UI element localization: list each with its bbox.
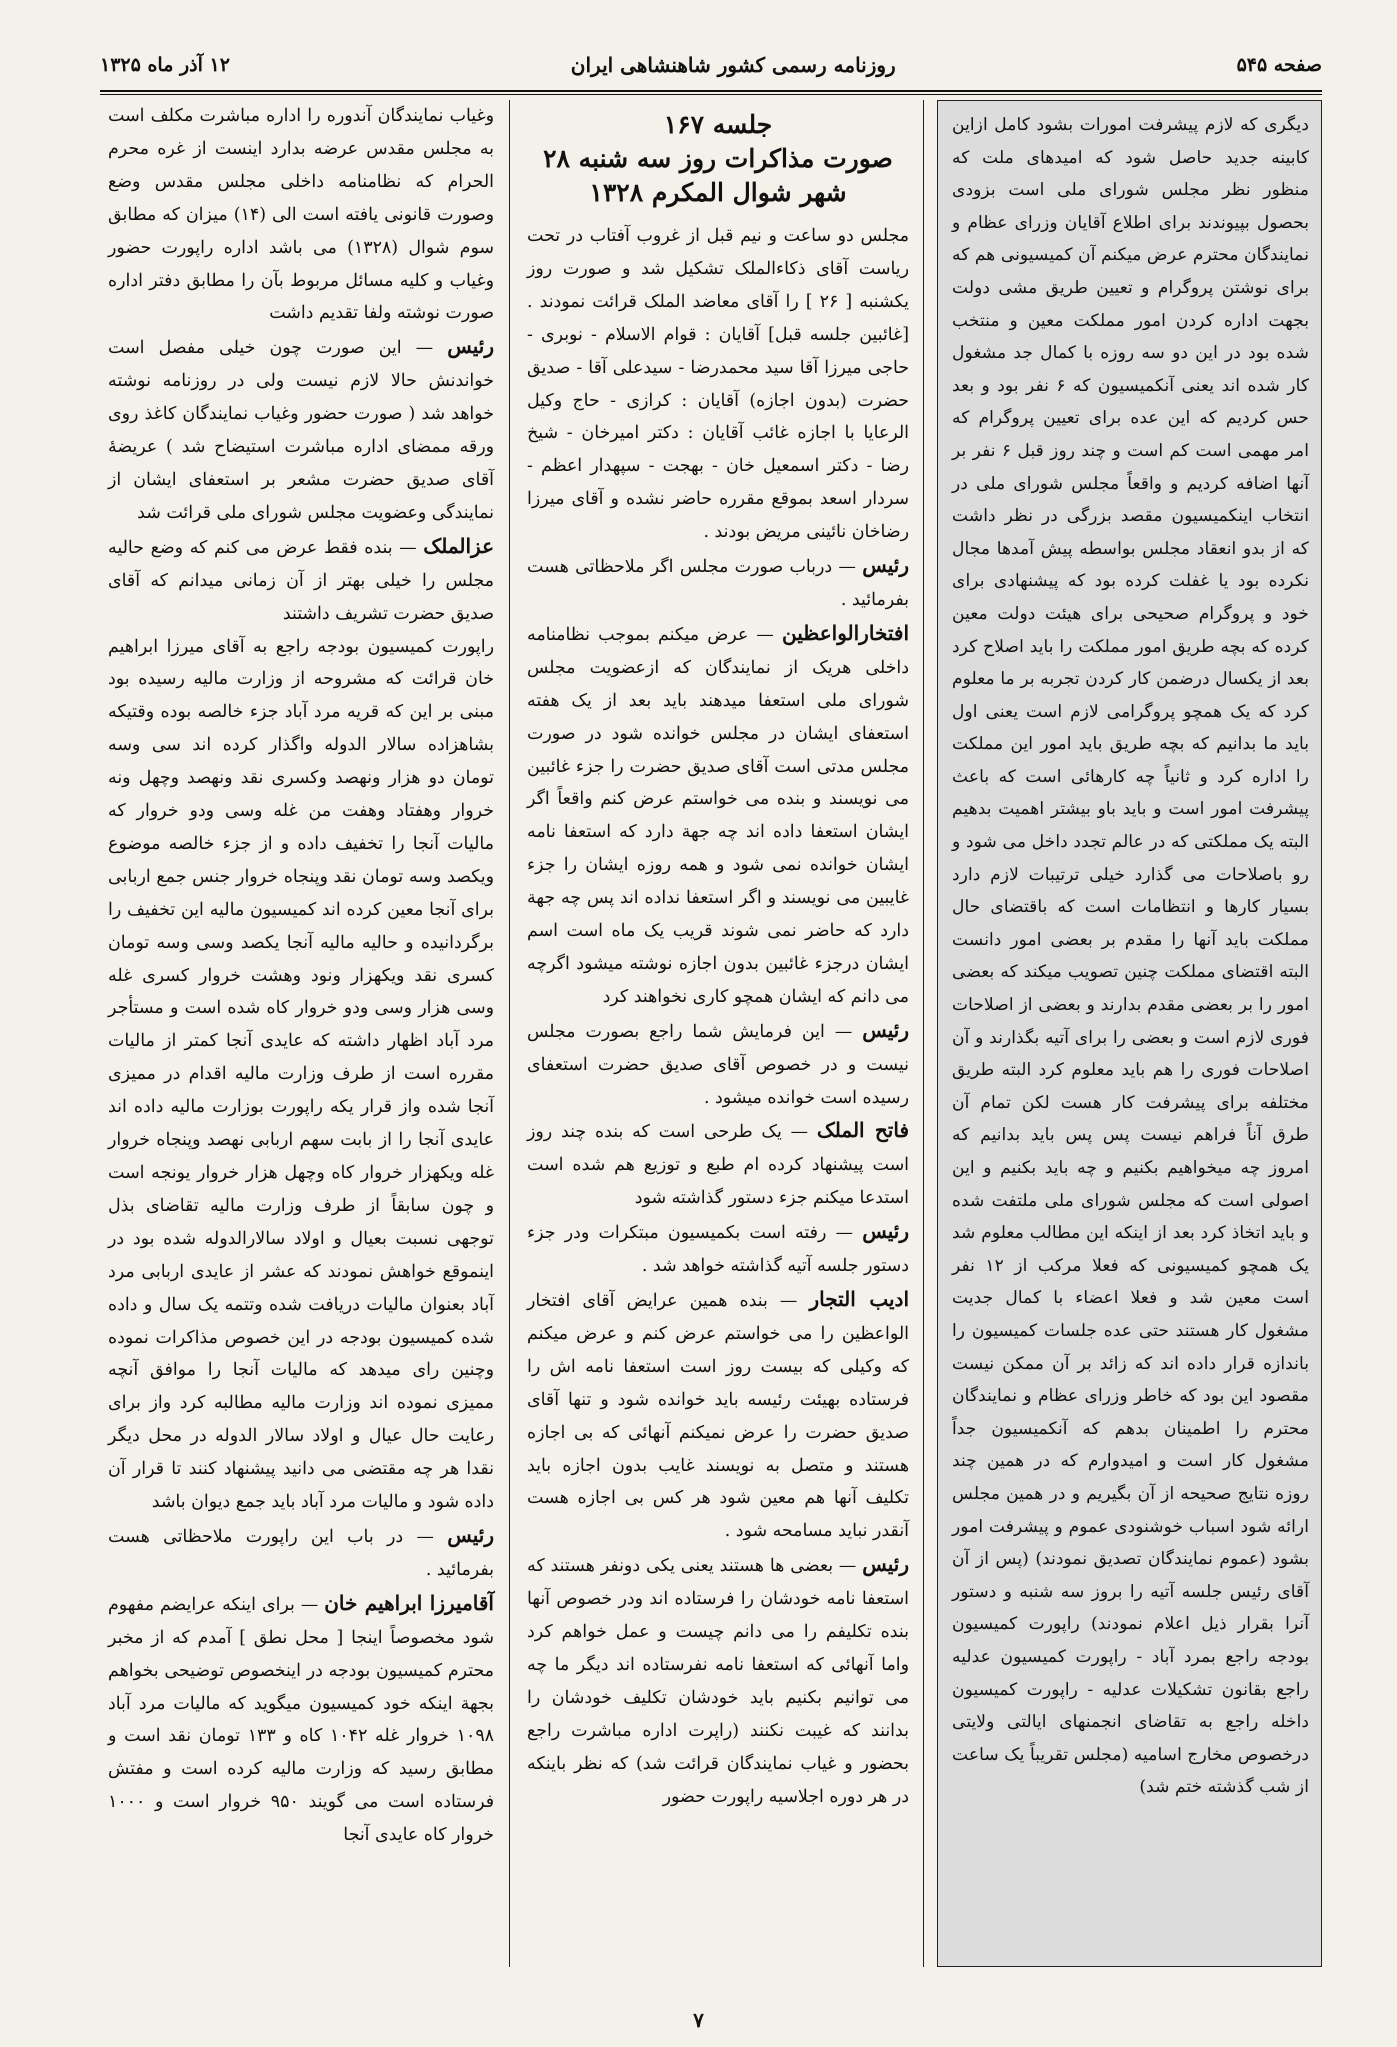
column-divider [923, 100, 924, 1967]
speech-text: — بعضی ها هستند یعنی یکی دونفر هستند که استعفا نامه خودشان را فرستاده اند ودر خصوص آنها بنده تکلیفم را می دانم چیست و عمل خواهم کرد واما آنهائی که استعفا نامه نفرستاده اند دیگر ما چه می توانیم بکنیم باید خودشان تکلیف خودشان را بدانند که غیبت نکنند (راپرت اداره مباشرت راجع بحضور و غیاب نمایندگان قرائت شد) که نظر باینکه در هر دوره اجلاسیه راپورت حضور [527, 1556, 909, 1807]
speech [108, 1519, 494, 1587]
speech-text: — عرض میکنم بموجب نظامنامه داخلی هریک از نمایندگان که ازعضویت مجلس شورای ملی استعفا میدهند باید بعد از یک هفته استعفای ایشان در مجلس خوانده شود در صورت مجلس مدتی است آقای صدیق حضرت را جزء غائبین می نویسند و بنده می خواستم عرض کنم واقعاً اگر ایشان استعفا داده اند چه جهة دارد که استعفا نامه ایشان خوانده نمی شود و همه روزه ایشان را جزء غایبین می نویسند و اگر استعفا نداده اند پس چه جهة دارد که حاضر نمی شوند قریب یک ماه است اسم ایشان درجزء غائبین بدون اجازه نوشته میشود اگرچه می دانم که ایشان همچو کاری نخواهند کرد [527, 624, 909, 1007]
speech-text: — برای اینکه عرایضم مفهوم شود مخصوصاً اینجا [ محل نطق ] آمدم که از مخبر محترم کمیسیون بودجه در اینخصوص توضیحی بخواهم بجهة اینکه خود کمیسیون میگوید که مالیات مرد آباد ۱۰۹۸ خروار غله ۱۰۴۲ کاه و ۱۳۳ تومان نقد است و مطابق رسید که وزارت مالیه کرده است و مفتش فرستاده است می گویند ۹۵۰ خروار است و ۱۰۰۰ خروار کاه عایدی آنجا [108, 1594, 495, 1846]
session-heading: صورت مذاکرات روز سه شنبه ۲۸ شهر شوال المکرم ۱۳۲۸ [543, 144, 893, 207]
speech-text: — این صورت چون خیلی مفصل است خواندنش حالا لازم نیست ولی در روزنامه نوشته خواهد شد ( صورت حضور وغیاب نمایندگان کاغذ روی ورقه ممضای اداره مباشرت استیضاح شد ) عریضهٔ آقای صدیق حضرت مشعر بر استعفای ایشان از نمایندگی وعضویت مجلس شورای ملی قرائت شد [108, 338, 494, 523]
speech [108, 330, 494, 529]
speech-text: — یک طرحی است که بنده چند روز است پیشنهاد کرده ام طبع و توزیع هم شده است استدعا میکنم جزء دستور گذاشته شود [527, 1122, 909, 1209]
speech-text: — رفته است بکمیسیون مبتکرات ودر جزء دستور جلسه آتیه گذاشته خواهد شد . [527, 1223, 909, 1277]
header-rule [100, 90, 1322, 92]
columns [100, 100, 1322, 1967]
newspaper-title: روزنامه رسمی کشور شاهنشاهی ایران [570, 53, 896, 77]
page-number: ۷ [693, 2008, 704, 2032]
session-title [527, 108, 909, 210]
speech [108, 530, 494, 631]
speaker-name: رئیس [862, 1017, 909, 1042]
speech-text: — درباب صورت مجلس اگر ملاحظاتی هست بفرمائید . [527, 557, 909, 610]
speaker-name: رئیس [447, 1522, 494, 1547]
speaker-name: ادیب التجار [809, 1287, 910, 1311]
session-number: جلسه ۱۶۷ [663, 110, 773, 139]
speaker-name: فاتح الملک [816, 1118, 910, 1143]
speech-text: — این فرمایش شما راجع بصورت مجلس نیست و در خصوص آقای صدیق حضرت استعفای رسیده است خوانده میشود . [527, 1021, 909, 1108]
header-rule-thin [100, 94, 1322, 95]
right-column-text: دیگری که لازم پیشرفت امورات بشود کامل ازاین کابینه جدید حاصل شود که امیدهای ملت که منظور نظر مجلس شورای ملی است بزودی بحصول بپیوندند برای اطلاع آقایان وزرای عظام و نمایندگان محترم عرض میکنم آن کمیسیونی هم که برای نوشتن پروگرام و تعیین طریق مشی دولت بجهت اداره کردن امور مملکت معین و منتخب شده بود در این دو سه روزه با کمال جد مشغول کار شده اند یعنی آنکمیسیون که ۶ نفر بود و بعد حس کردیم که این عده برای تعیین پروگرام که امر مهمی است کم است و چند روز قبل ۶ نفر بر آنها اضافه کردیم و واقعاً مجلس شورای ملی در انتخاب اینکمیسیون مقصد بزرگی در نظر داشت که از بدو انعقاد مجلس بواسطه پیش آمدها مجال نکرده بود یا غفلت کرده بود که پیشنهادی برای خود و پروگرام صحیحی برای هیئت دولت معین کرده که بچه طریق امور مملکت را باید اصلاح کرد بعد از یکسال درضمن کار کردن تجربه بر ما معلوم کرد که یک همچو پروگرامی لازم است یعنی اول باید ما بدانیم که بچه طریق باید امور این مملکت را اداره کرد و ثانیاً چه کارهائی است که باعث پیشرفت امور است و باید باو بیشتر اهمیت بدهیم البته یک مملکتی که در عالم تجدد داخل می شود و رو باصلاحات می گذارد خیلی ترتیبات لازم دارد بسیار کارها و انتظامات است که باقتضای حال مملکت باید آنها را مقدم بر بعضی امور دانست البته اقتضای مملکت چنین تصویب میکند که بعضی امور را بر بعضی مقدم بدارند و بعضی از اصلاحات فوری لازم است و بعضی را برای آتیه بگذارند و آن اصلاحات فوری را هم باید معلوم کرد البته طریق مختلفه برای پیشرفت کار هست لکن تمام آن طرق آناً فراهم نیست پس پس باید بدانیم که امروز چه میخواهیم بکنیم و چه باید بکنیم و این اصولی است که مجلس شورای ملی ملتفت شده و باید اتخاذ کرد بعد از اینکه این مطالب معلوم شد یک همچو کمیسیونی که فعلا مرکب از ۱۲ نفر است معین شد و فعلا اعضاء با کمال جدیت مشغول کار هستند حتی عده جلسات کمیسیون را باندازه قرار داده اند که زائد بر آن ممکن نیست مقصود این بود که خاطر وزرای عظام و نمایندگان محترم را اطمینان بدهم که آنکمیسیون جداً مشغول کار است و امیدوارم که در همین چند روزه نتایج صحیحه از آن بگیریم و در همین مجلس ارائه شود اسباب خوشنودی عموم و پیشرفت امور بشود (عموم نمایندگان تصدیق نمودند) (پس از آن آقای رئیس جلسه آتیه را بروز سه شنبه و دستور آنرا بقرار ذیل اعلام نمودند) راپورت کمیسیون بودجه راجع بمرد آباد - راپورت کمیسیون عدلیه راجع بقانون تشکیلات عدلیه - راپورت کمیسیون داخله راجع به تقاضای انجمنهای ایالتی ولایتی درخصوص مخارج اسامیه (مجلس تقریباً یک ساعت از شب گذشته ختم شد) [952, 115, 1310, 1798]
speech [108, 1587, 494, 1852]
speaker-name: رئیس [862, 1552, 909, 1577]
speech-text: — در باب این راپورت ملاحظاتی هست بفرمائید . [108, 1526, 494, 1580]
session-opening: مجلس دو ساعت و نیم قبل از غروب آفتاب در تحت ریاست آقای ذکاءالملک تشکیل شد و صورت روز یکشنبه [ ۲۶ ] را آقای معاضد الملک قرائت نمودند . [غائبین جلسه قبل] آقایان : قوام الاسلام - نوبری - حاجی میرزا آقا سید محمدرضا - سیدعلی آقا - صدیق حضرت (بدون اجازه) آقایان : کرازی - حاج وکیل الرعایا با اجازه غائب آقایان : دکتر امیرخان - شیخ رضا - دکتر اسمعیل خان - بهجت - سپهدار اعظم - سردار اسعد بموقع مقرره حاضر نشده و آقای میرزا رضاخان نائینی مریض بودند . [527, 226, 909, 543]
speech [527, 1114, 909, 1215]
middle-column [519, 100, 917, 1967]
speech [527, 549, 909, 617]
right-column [937, 100, 1322, 1967]
page-label: صفحه ۵۴۵ [1236, 54, 1322, 76]
speech [527, 1215, 909, 1283]
speech-text: — بنده فقط عرض می کنم که وضع حالیه مجلس را خیلی بهتر از آن زمانی میدانم که آقای صدیق حضرت تشریف داشتند [108, 537, 494, 624]
speech-text: — بنده همین عرایض آقای افتخار الواعظین را می خواستم عرض کنم و عرض میکنم که وکیلی که بیست روز است استعفا نامه اش را فرستاده بهیئت رئیسه باید خوانده شود و تنها آقای صدیق حضرت را عرض نمیکنم آنهائی که بی اجازه هستند و متصل به نویسند غایب بدون اجازه باید تکلیف آنها هم معین شود هر کس بی اجازه هست آنقدر نباید مسامحه شود . [527, 1291, 909, 1542]
speech [527, 1548, 909, 1813]
speaker-name: عزالملک [423, 533, 494, 558]
speech [527, 1014, 909, 1115]
speaker-name: افتخارالواعظین [782, 620, 909, 645]
speaker-name: رئیس [862, 1219, 909, 1244]
speaker-name: رئیس [862, 553, 909, 578]
issue-date: ۱۲ آذر ماه ۱۳۲۵ [100, 54, 230, 76]
left-column [100, 100, 502, 1967]
column-divider [509, 100, 510, 1967]
speaker-name: آقامیرزا ابراهیم خان [324, 1590, 494, 1615]
left-column-text: وغیاب نمایندگان آندوره را اداره مباشرت مکلف است به مجلس مقدس عرضه بدارد اینست از غره محرم الحرام که نظامنامه داخلی مجلس مقدس وضع وصورت قانونی یافته است الی (۱۴) میزان که مطابق سوم شوال (۱۳۲۸) می باشد اداره راپورت حضور وغیاب و کلیه مسائل مربوط بآن را مطابق دفتر اداره صورت نوشته ولفا تقدیم داشت [108, 106, 494, 324]
speech [527, 617, 909, 1014]
speaker-name: رئیس [447, 334, 495, 359]
speech [527, 1283, 909, 1548]
report-text: راپورت کمیسیون بودجه راجع به آقای میرزا ابراهیم خان قرائت که مشروحه از وزارت مالیه رسیده بود مبنی بر این که قریه مرد آباد جزء خالصه بوده وقتیکه بشاهزاده سالار الدوله واگذار کرده اند سی وسه تومان دو هزار ونهصد وکسری نقد ونهصد وچهل ونه خروار وهفتاد وهفت من غله وسی ودو خروار که مالیات آنجا را تخفیف داده و از جزء خالصه موضوع ویکصد وسه تومان نقد وپنجاه خروار جنس جمع اربابی برای آنجا معین کرده اند کمیسیون مالیه این تخفیف را برگردانیده و حالیه مالیه آنجا یکصد وسی وسه تومان کسری نقد ویکهزار ونود وهشت خروار کسری غله وسی هزار وسی ودو خروار کاه شده است و مستأجر مرد آباد اظهار داشته که عایدی آنجا کمتر از مالیات مقرره است از طرف وزارت مالیه اقدام در ممیزی آنجا شده واز قرار یکه راپورت بوزارت مالیه داده اند عایدی آنجا را از بابت سهم اربابی نهصد وپنجاه خروار غله ویکهزار خروار کاه وچهل هزار خروار یونجه است و چون سابقاً از طرف وزارت مالیه تقاضای بذل توجهی نسبت بعیال و اولاد سالارالدوله شده بود در اینموقع خواهش نمودند که عشر از عایدی اربابی مرد آباد بعنوان مالیات دریافت شده وتتمه یک سال و داده شده کمیسیون بودجه در این خصوص مذاکرات نموده وچنین رای میدهد که مالیات آنجا را موافق آنچه ممیزی نموده اند وزارت مالیه مطالبه کرد واز برای رعایت حال عیال و اولاد سالار الدوله در محل دیگر نقدا هر چه مقتضی می دانید پیشنهاد کنند تا قرار آن داده شود و مالیات مرد آباد باید جمع دیوان باشد [108, 636, 494, 1513]
page-header [100, 42, 1322, 88]
